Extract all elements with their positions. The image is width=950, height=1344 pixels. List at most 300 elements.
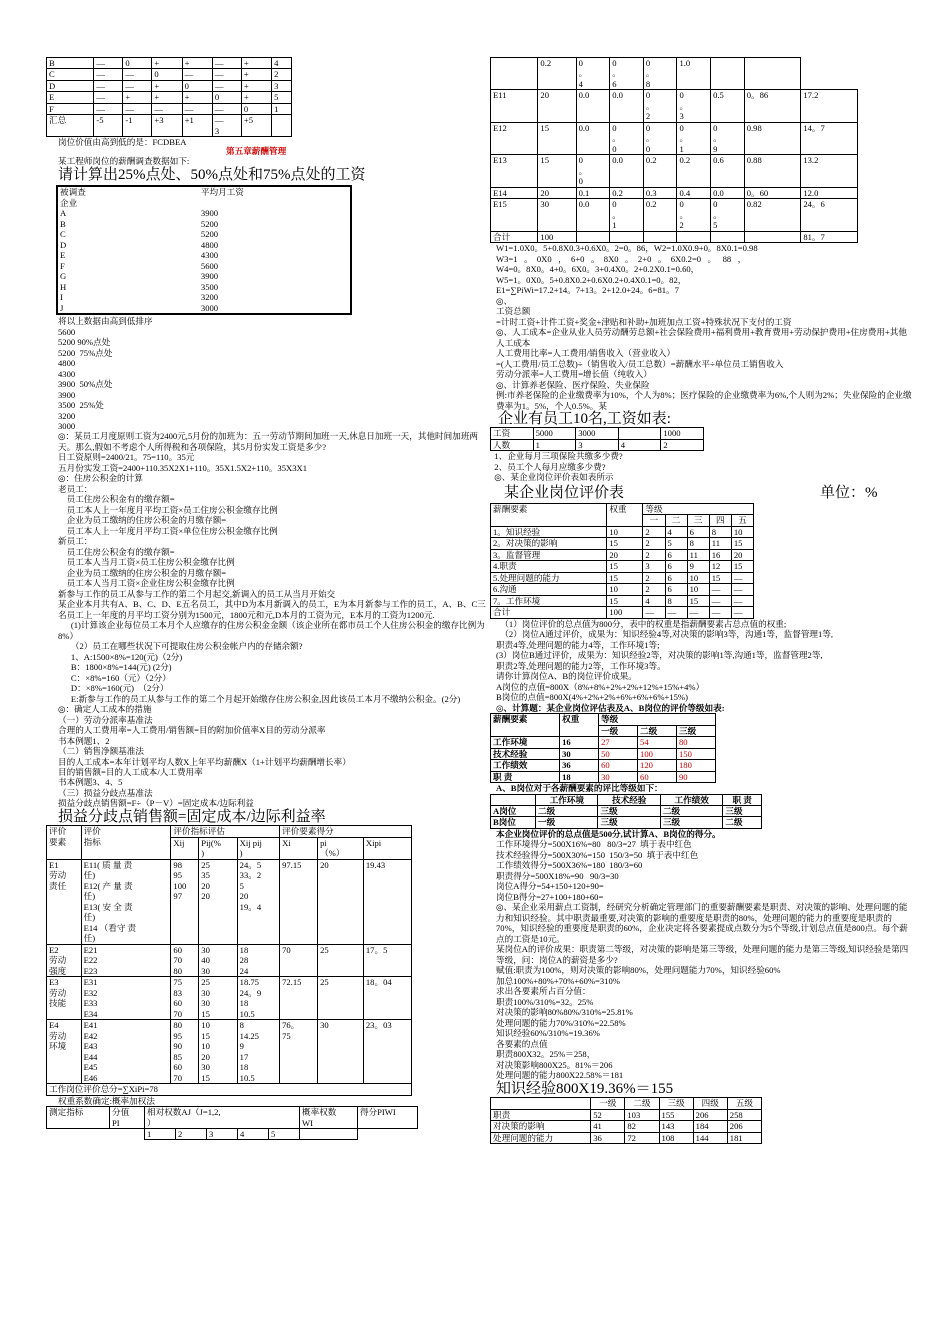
table-cell: 30 xyxy=(538,199,576,231)
table-row xyxy=(491,90,858,122)
table-row xyxy=(491,1132,762,1143)
table-cell: — xyxy=(94,80,123,91)
table-cell: B xyxy=(47,58,94,69)
table-cell: 0 。 1 xyxy=(610,199,644,231)
table-cell: 5 xyxy=(665,538,687,549)
table-cell: — xyxy=(709,584,731,595)
table-cell: 18。04 xyxy=(363,977,411,1020)
table-cell: +3 xyxy=(152,115,182,137)
table-cell: 等级 xyxy=(643,503,754,514)
table-cell: 1 xyxy=(533,439,576,450)
table-cell: 10 xyxy=(607,526,643,537)
table-cell: 17.2 xyxy=(801,90,858,122)
table-cell: + xyxy=(182,58,212,69)
table-cell: 4300 xyxy=(200,250,219,261)
table-cell: Xi xyxy=(280,837,318,859)
table-cell: B xyxy=(60,218,66,229)
table-cell: 24。6 xyxy=(801,199,858,231)
table-cell: 1 xyxy=(272,103,292,114)
table-row xyxy=(57,208,351,218)
table-cell xyxy=(47,1128,110,1139)
table-cell: + xyxy=(182,92,212,103)
table-row xyxy=(491,760,716,771)
table-row xyxy=(57,229,351,239)
table-cell: 0.6 xyxy=(711,155,745,187)
table-cell: F xyxy=(60,260,65,271)
table-cell: — xyxy=(731,607,753,618)
employee-salary-table xyxy=(490,427,704,451)
ranking-table xyxy=(46,57,292,137)
table-cell xyxy=(300,1128,358,1139)
table-cell: 8 xyxy=(687,538,709,549)
table-cell: — xyxy=(687,607,709,618)
table-cell: 二级 xyxy=(625,1098,659,1109)
table-cell: 82 xyxy=(625,1121,659,1132)
table-cell: 0 。 3 xyxy=(677,90,711,122)
table-cell: 2 xyxy=(643,584,665,595)
table-cell: 72 xyxy=(625,1132,659,1143)
table-cell: B岗位 xyxy=(491,817,536,828)
table-cell: 0。60 xyxy=(744,187,801,198)
table-cell: 四级 xyxy=(693,1098,727,1109)
table-cell: 0 xyxy=(241,103,271,114)
table-cell: J xyxy=(60,302,64,313)
table-cell: 76。 75 xyxy=(280,1020,318,1084)
table-cell: 薪酬要素 xyxy=(491,503,607,526)
table-cell: 8 xyxy=(665,595,687,606)
table-cell: 14。7 xyxy=(801,122,858,154)
table-cell: 2 xyxy=(643,526,665,537)
table-cell: 0.88 xyxy=(744,155,801,187)
table-cell: 被调查 企业 xyxy=(60,187,86,208)
table-cell: 二级 xyxy=(638,725,677,736)
table-cell: A xyxy=(60,208,67,219)
table-row xyxy=(57,282,351,292)
table-cell: 五级 xyxy=(727,1098,761,1109)
table-cell: 10 xyxy=(687,584,709,595)
table-cell: — xyxy=(94,92,123,103)
table-cell: 4 xyxy=(272,58,292,69)
table-cell: 合计 xyxy=(491,231,538,242)
table-cell: 15 xyxy=(607,538,643,549)
table-cell: — xyxy=(212,103,241,114)
right-column xyxy=(490,0,913,1144)
table-cell: 工资 xyxy=(491,428,534,439)
table-cell: + xyxy=(241,92,271,103)
table-cell: 0 。 9 xyxy=(711,122,745,154)
table-cell: 0 xyxy=(182,80,212,91)
table-cell: 20 xyxy=(538,90,576,122)
table-cell: 15 xyxy=(709,572,731,583)
table-cell: 3 xyxy=(207,1128,238,1139)
table-cell: 5000 xyxy=(533,428,576,439)
table-cell: 2 xyxy=(643,549,665,560)
table-cell: 15 xyxy=(687,595,709,606)
table-cell: 75 83 60 70 xyxy=(171,977,199,1020)
position-grade-table xyxy=(490,794,762,829)
table-cell: 206 xyxy=(727,1121,761,1132)
table-cell: 17。5 xyxy=(363,944,411,976)
table-row xyxy=(491,748,716,759)
table-cell: 12 xyxy=(709,561,731,572)
survey-intro: 某工程师岗位的薪酬调查数据如下: xyxy=(58,156,190,167)
table-cell: — xyxy=(731,595,753,606)
table-cell: 2 xyxy=(643,572,665,583)
ranking-result: 岗位价值由高到低的是：FCDBEA xyxy=(58,137,187,148)
table-cell: 0。86 xyxy=(744,90,801,122)
table-cell: 11 xyxy=(687,549,709,560)
insurance-questions: 1、企业每月三项保险共缴多少费? 2、员工个人每月应缴多少费? ◎、某企业岗位评价表如表所示 xyxy=(494,451,623,483)
table-cell: 30 xyxy=(318,1020,364,1084)
table-cell: 3900 xyxy=(200,271,219,282)
table-cell: 30 xyxy=(599,771,638,782)
table-cell: 15 xyxy=(607,595,643,606)
table-cell: 6 xyxy=(665,584,687,595)
table-cell: 4800 xyxy=(200,239,219,250)
table-row xyxy=(47,826,412,837)
table-cell: 150 xyxy=(676,748,715,759)
table-cell xyxy=(576,231,610,242)
table-cell: 206 xyxy=(693,1109,727,1120)
table-cell: 三 xyxy=(687,515,709,526)
table-cell: — xyxy=(123,69,152,80)
table-cell: 0 xyxy=(152,69,182,80)
table-cell: 概率权数 WI xyxy=(300,1107,358,1129)
table-cell: E13 xyxy=(491,155,538,187)
table-cell xyxy=(491,1098,591,1109)
table-row xyxy=(491,199,858,231)
table-cell: +5 xyxy=(241,115,271,137)
table-cell: 三级 xyxy=(723,805,762,816)
table-cell: 258 xyxy=(727,1109,761,1120)
table-cell: — xyxy=(212,80,241,91)
table-cell: Xij xyxy=(171,837,199,859)
table-cell: 0 xyxy=(123,58,152,69)
table-cell: 1 xyxy=(145,1128,176,1139)
weight-calc: W1=1.0X0。5+0.8X0.3+0.6X0。2=0。86，W2=1.0X0.9+0。8X0.1=0.98 W3=1 。 0X0 ， 6+0 。 8X0 。 2+0 。 6X0.2=0 。 88 ， W4=0。8X0。4+0。6X0。3+0.4X0。2+0.2X0.1=0.60， W5=1。0X0。5+0.8X0.2+0.6X0.2+0.4X0.1=0。82， E1=∑PiWi=17.2+14。7+13。2+12.0+24。6=81。7 ◎、 工资总额 =计时工资+计件工资+奖金+津贴和补助+加班加点工资+特殊状况下支付的工资 ◎、人工成本=企业从业人员劳动酬劳总额+社会保险费用+福利费用+教育费用+劳动保护费用+住房费用+其他人工成本 人工费用比率=人工费用/销售收入（营业收入） =(人工费用/员工总数)÷（销售收入/员工总数）=薪酬水平÷单位员工销售收入 劳动分派率=人工费用=增长值（纯收入） ◎、计算养老保险、医疗保险、失业保险 例:市养老保险的企业缴费率为10%，个人为8%；医疗保险的企业缴费率为6%,个人则为2%；失业保险的企业缴费率为1。5%，个人0.5%。某 xyxy=(496,243,912,411)
table-cell: 20 xyxy=(538,187,576,198)
table-row xyxy=(491,595,754,606)
table-row xyxy=(47,859,412,944)
table-cell: 50 xyxy=(599,748,638,759)
table-cell: 5200 xyxy=(200,218,219,229)
table-cell: 0 。 4 xyxy=(576,58,610,90)
table-cell: Xij pij ) xyxy=(237,837,279,859)
table-cell: + xyxy=(123,92,152,103)
table-cell: — xyxy=(212,69,241,80)
table-cell: 4 xyxy=(643,595,665,606)
table-cell: 36 xyxy=(591,1132,625,1143)
table-cell: 一级 xyxy=(599,725,638,736)
table-cell: + xyxy=(152,80,182,91)
table-cell xyxy=(272,115,292,137)
table-row xyxy=(57,219,351,229)
table-cell: 143 xyxy=(659,1121,693,1132)
unit-label: 单位：% xyxy=(820,484,878,501)
table-cell: 18.75 24。9 18 10.5 xyxy=(237,977,279,1020)
table-cell: 职 责 xyxy=(723,794,762,805)
table-cell: 5.处理问题的能力 xyxy=(491,572,607,583)
table-cell: D xyxy=(60,239,67,250)
table-cell: 0 。 2 xyxy=(643,90,677,122)
table-cell: 三级 xyxy=(659,1098,693,1109)
table-cell: + xyxy=(241,80,271,91)
table-cell: + xyxy=(241,58,271,69)
salary-survey-table xyxy=(56,185,352,315)
table-row xyxy=(491,428,704,439)
table-cell: 技术经验 xyxy=(598,794,660,805)
table-cell: I xyxy=(60,292,63,303)
table-cell: 0 。 0 xyxy=(643,122,677,154)
table-cell: E11 xyxy=(491,90,538,122)
table-cell: 70 xyxy=(280,944,318,976)
table-cell: — 3 xyxy=(212,115,241,137)
table-cell: 1.0 xyxy=(677,58,711,90)
table-cell: E2 劳动 强度 xyxy=(47,944,82,976)
table-cell: 1。知识经验 xyxy=(491,526,607,537)
table-cell: 0 。 6 xyxy=(610,58,644,90)
table-cell: 10 xyxy=(687,572,709,583)
table-cell: 评价 指标 xyxy=(81,826,171,859)
table-cell: — xyxy=(94,103,123,114)
table-row xyxy=(491,714,716,725)
table-cell: D xyxy=(47,80,94,91)
table-row xyxy=(47,58,292,69)
table-cell: 工作环境 xyxy=(491,737,560,748)
table-cell: 81。7 xyxy=(801,231,858,242)
table-cell: 三级 xyxy=(598,817,660,828)
table-cell: 5600 xyxy=(200,260,219,271)
table-row xyxy=(491,1109,762,1120)
table-cell: -5 xyxy=(94,115,123,137)
table-cell: 一 xyxy=(643,515,665,526)
table-cell: 0.2 xyxy=(677,155,711,187)
table-cell: 3 xyxy=(643,561,665,572)
table-cell xyxy=(744,231,801,242)
table-cell: C xyxy=(60,229,66,240)
table-cell: 7。工作环境 xyxy=(491,595,607,606)
table-cell: 五 xyxy=(731,515,753,526)
heading-knowledge: 知识经验800X19.36%＝155 xyxy=(496,1080,674,1097)
table-cell: 60 xyxy=(599,760,638,771)
table-cell: + xyxy=(152,58,182,69)
table-cell: 3。监督管理 xyxy=(491,549,607,560)
table-cell: E3 劳动 技能 xyxy=(47,977,82,1020)
table-cell: 16 xyxy=(709,549,731,560)
table-row xyxy=(47,115,292,137)
table-cell: 0.3 xyxy=(643,187,677,198)
table-cell: 技术经验 xyxy=(491,748,560,759)
table-cell xyxy=(711,58,745,90)
table-row xyxy=(491,805,762,816)
table-cell: 0 。 2 xyxy=(677,199,711,231)
table-cell: 41 xyxy=(591,1121,625,1132)
table-cell: — xyxy=(731,572,753,583)
table-cell xyxy=(711,231,745,242)
table-row xyxy=(491,584,754,595)
table-cell: 2 xyxy=(176,1128,207,1139)
table-row xyxy=(491,503,754,514)
table-cell: 4 xyxy=(665,526,687,537)
table-cell: 15 xyxy=(538,155,576,187)
table-cell: 27 xyxy=(599,737,638,748)
table-cell: 3200 xyxy=(200,292,219,303)
table-cell: 三级 xyxy=(598,805,660,816)
table-cell: 0.4 xyxy=(677,187,711,198)
table-cell: — xyxy=(123,103,152,114)
table-cell: E12 xyxy=(491,122,538,154)
table-cell xyxy=(643,231,677,242)
table-cell: 0.0 xyxy=(576,199,610,231)
table-row xyxy=(491,155,858,187)
table-cell: 评价要素得分 xyxy=(280,826,412,837)
table-cell: 0.1 xyxy=(576,187,610,198)
table-cell: 10 xyxy=(607,584,643,595)
table-cell: 0.2 xyxy=(643,155,677,187)
table-cell: 180 xyxy=(676,760,715,771)
table-row xyxy=(47,69,292,80)
table-cell: 0 。 8 xyxy=(643,58,677,90)
table-cell xyxy=(491,794,536,805)
table-cell: 25 35 20 20 xyxy=(199,859,237,944)
table-row xyxy=(491,771,716,782)
table-row xyxy=(491,538,754,549)
table-row xyxy=(491,1098,762,1109)
total-points-note: 本企业岗位评价的总点值是500分,试计算A、B岗位的得分。 xyxy=(496,828,721,839)
table-cell: 5 xyxy=(272,92,292,103)
table-cell: 0.0 xyxy=(711,187,745,198)
table-cell: 108 xyxy=(659,1132,693,1143)
table-cell: 0.0 xyxy=(576,90,610,122)
table-cell: 0 。 0 xyxy=(610,122,644,154)
table-cell: 8 xyxy=(709,526,731,537)
table-cell: 合计 xyxy=(491,607,607,618)
table-row xyxy=(47,977,412,1020)
table-cell: 评价 要素 xyxy=(47,826,82,859)
table-cell: Pij(% ) xyxy=(199,837,237,859)
table-cell: 工作岗位评价总分=∑XiPi=78 xyxy=(47,1084,412,1095)
table-cell: F xyxy=(47,103,94,114)
table-cell: 0 xyxy=(212,92,241,103)
table-row xyxy=(57,292,351,302)
heading-breakeven: 损益分歧点销售额=固定成本/边际利益率 xyxy=(58,808,326,825)
table-cell: 19.43 xyxy=(363,859,411,944)
table-cell: 24。5 33。2 5 20 19。4 xyxy=(237,859,279,944)
table-cell: -1 xyxy=(123,115,152,137)
table-cell: 相对权数AJ（J=1,2, ） xyxy=(145,1107,300,1129)
table-cell: — xyxy=(212,58,241,69)
table-cell: 三级 xyxy=(676,725,715,736)
table-cell: 0.2 xyxy=(610,187,644,198)
table-row xyxy=(491,122,858,154)
table-cell: 8 14.25 9 17 18 10.5 xyxy=(237,1020,279,1084)
score-calc: 工作环境得分=500X16%=80 80/3=27 填于表中红色 技术经验得分=500X30%=150 150/3=50 填于表中红色 工作绩效得分=500X36%=180 180/3=60 职责得分=500X18%=90 90/3=30 岗位A得分=54+150+120+90= 岗位B得分=27+100+180+60= ◎、某企业采用薪点工资制，经研究分析确定管理部门的重要薪酬要素是职责、对决策的影响、处理问题的能力和知识经验。其中职责最重要,对决策的影响的重要度是职责的80%，处理问题的能力的重要度是职责的70%，知识经验的重要度是职责的60%，企业决定将各要素提成点数分为5个等级,计划总点值是800点。每个薪点的工资是10元。 某岗位A的评价成果：职责第二等级，对决策的影响是第三等级，处理问题的能力是第三等级,知识经验是第四等级，问：岗位A的薪资是多少? 赋值:职责为100%，则对决策的影响80%，处理问题能力70%，知识经验60% 加总100%+80%+70%+60%=310% 求出各要素所占百分值： 职责100%/310%=32。25% 对决策的影响80%80%/310%=25.81% 处理问题的能力70%/310%=22.58% 知识经验60%/310%=19.36% 各要素的点值 职责800X32。25%＝258， 对决策影响800X25。81%＝206 处理问题的能力800X22.58%＝181 xyxy=(496,839,909,1081)
heading-employees: 企业有员工10名,工资如表: xyxy=(498,410,671,427)
left-column xyxy=(46,0,490,1140)
table-cell: 80 95 90 85 60 70 xyxy=(171,1020,199,1084)
table-cell: + xyxy=(241,69,271,80)
table-row xyxy=(491,187,858,198)
table-cell: 工作绩效 xyxy=(491,760,560,771)
table-cell: Xipi xyxy=(363,837,411,859)
table-cell: 100 xyxy=(638,748,677,759)
table-cell: 职责 xyxy=(491,1109,591,1120)
table-cell: 三级 xyxy=(660,817,722,828)
table-cell: 54 xyxy=(638,737,677,748)
table-row xyxy=(491,231,858,242)
table-cell: 6 xyxy=(665,572,687,583)
table-cell: 权重 xyxy=(607,503,643,526)
heading-percentile: 请计算出25%点处、50%点处和75%点处的工资 xyxy=(58,166,366,183)
table-cell: +1 xyxy=(182,115,212,137)
table-cell: 103 xyxy=(625,1109,659,1120)
table-cell: 3500 xyxy=(200,281,219,292)
table-cell: A岗位 xyxy=(491,805,536,816)
table-cell xyxy=(110,1128,145,1139)
table-cell: — xyxy=(152,103,182,114)
table-row xyxy=(491,526,754,537)
table-cell: 3 xyxy=(272,80,292,91)
table-cell: 15 xyxy=(607,561,643,572)
table-cell: 25 xyxy=(318,944,364,976)
table-cell: 一级 xyxy=(536,817,598,828)
table-row xyxy=(57,186,351,208)
table-cell: 汇总 xyxy=(47,115,94,137)
table-cell: 144 xyxy=(693,1132,727,1143)
table-cell: 0 。 0 xyxy=(576,155,610,187)
table-cell: 0.2 xyxy=(538,58,576,90)
table-row xyxy=(47,92,292,103)
table-cell xyxy=(744,58,801,90)
table-cell: 10 15 10 20 30 15 xyxy=(199,1020,237,1084)
salary-point-table xyxy=(490,1097,762,1144)
table-row xyxy=(47,80,292,91)
table-cell: 0 。 5 xyxy=(711,199,745,231)
table-cell: — xyxy=(709,595,731,606)
grade-table-title: A、B岗位对于各薪酬要素的评比等级如下： xyxy=(496,783,663,794)
table-cell: 0.0 xyxy=(610,90,644,122)
table-cell: 人数 xyxy=(491,439,534,450)
table-cell xyxy=(357,1128,417,1139)
table-cell: 72.15 xyxy=(280,977,318,1020)
table-cell: E11( 质 量 责 任) E12( 产 量 责 任) E13( 安 全 责 任) E14 （看守 责 任) xyxy=(81,859,171,944)
table-cell: 13.2 xyxy=(801,155,858,187)
table-cell: 184 xyxy=(693,1121,727,1132)
table-row xyxy=(491,572,754,583)
table-cell: 二级 xyxy=(660,805,722,816)
table-cell: 25 30 30 15 xyxy=(199,977,237,1020)
table-cell: 薪酬要素 xyxy=(491,714,560,737)
table-cell: 60 70 80 xyxy=(171,944,199,976)
table-cell: 对决策的影响 xyxy=(491,1121,591,1132)
table-cell: 20 xyxy=(607,549,643,560)
table-row xyxy=(491,58,858,90)
table-cell: 2 xyxy=(643,538,665,549)
grade-points-table xyxy=(490,713,716,783)
calc-title: ◎、计算题：某企业岗位评估表及A、B岗位的评价等级如表: xyxy=(496,702,725,713)
table-cell: H xyxy=(60,281,67,292)
table-cell: 分值 PI xyxy=(110,1107,145,1129)
table-row xyxy=(47,103,292,114)
table-row xyxy=(57,303,351,314)
weight-method: 权重系数确定:概率加权法 xyxy=(58,1095,155,1106)
table-cell: — xyxy=(94,69,123,80)
table-cell: 36 xyxy=(560,760,599,771)
table-cell: 3000 xyxy=(200,302,219,313)
table-cell: 10 xyxy=(731,526,753,537)
table-cell: 52 xyxy=(591,1109,625,1120)
table-cell: 15 xyxy=(538,122,576,154)
